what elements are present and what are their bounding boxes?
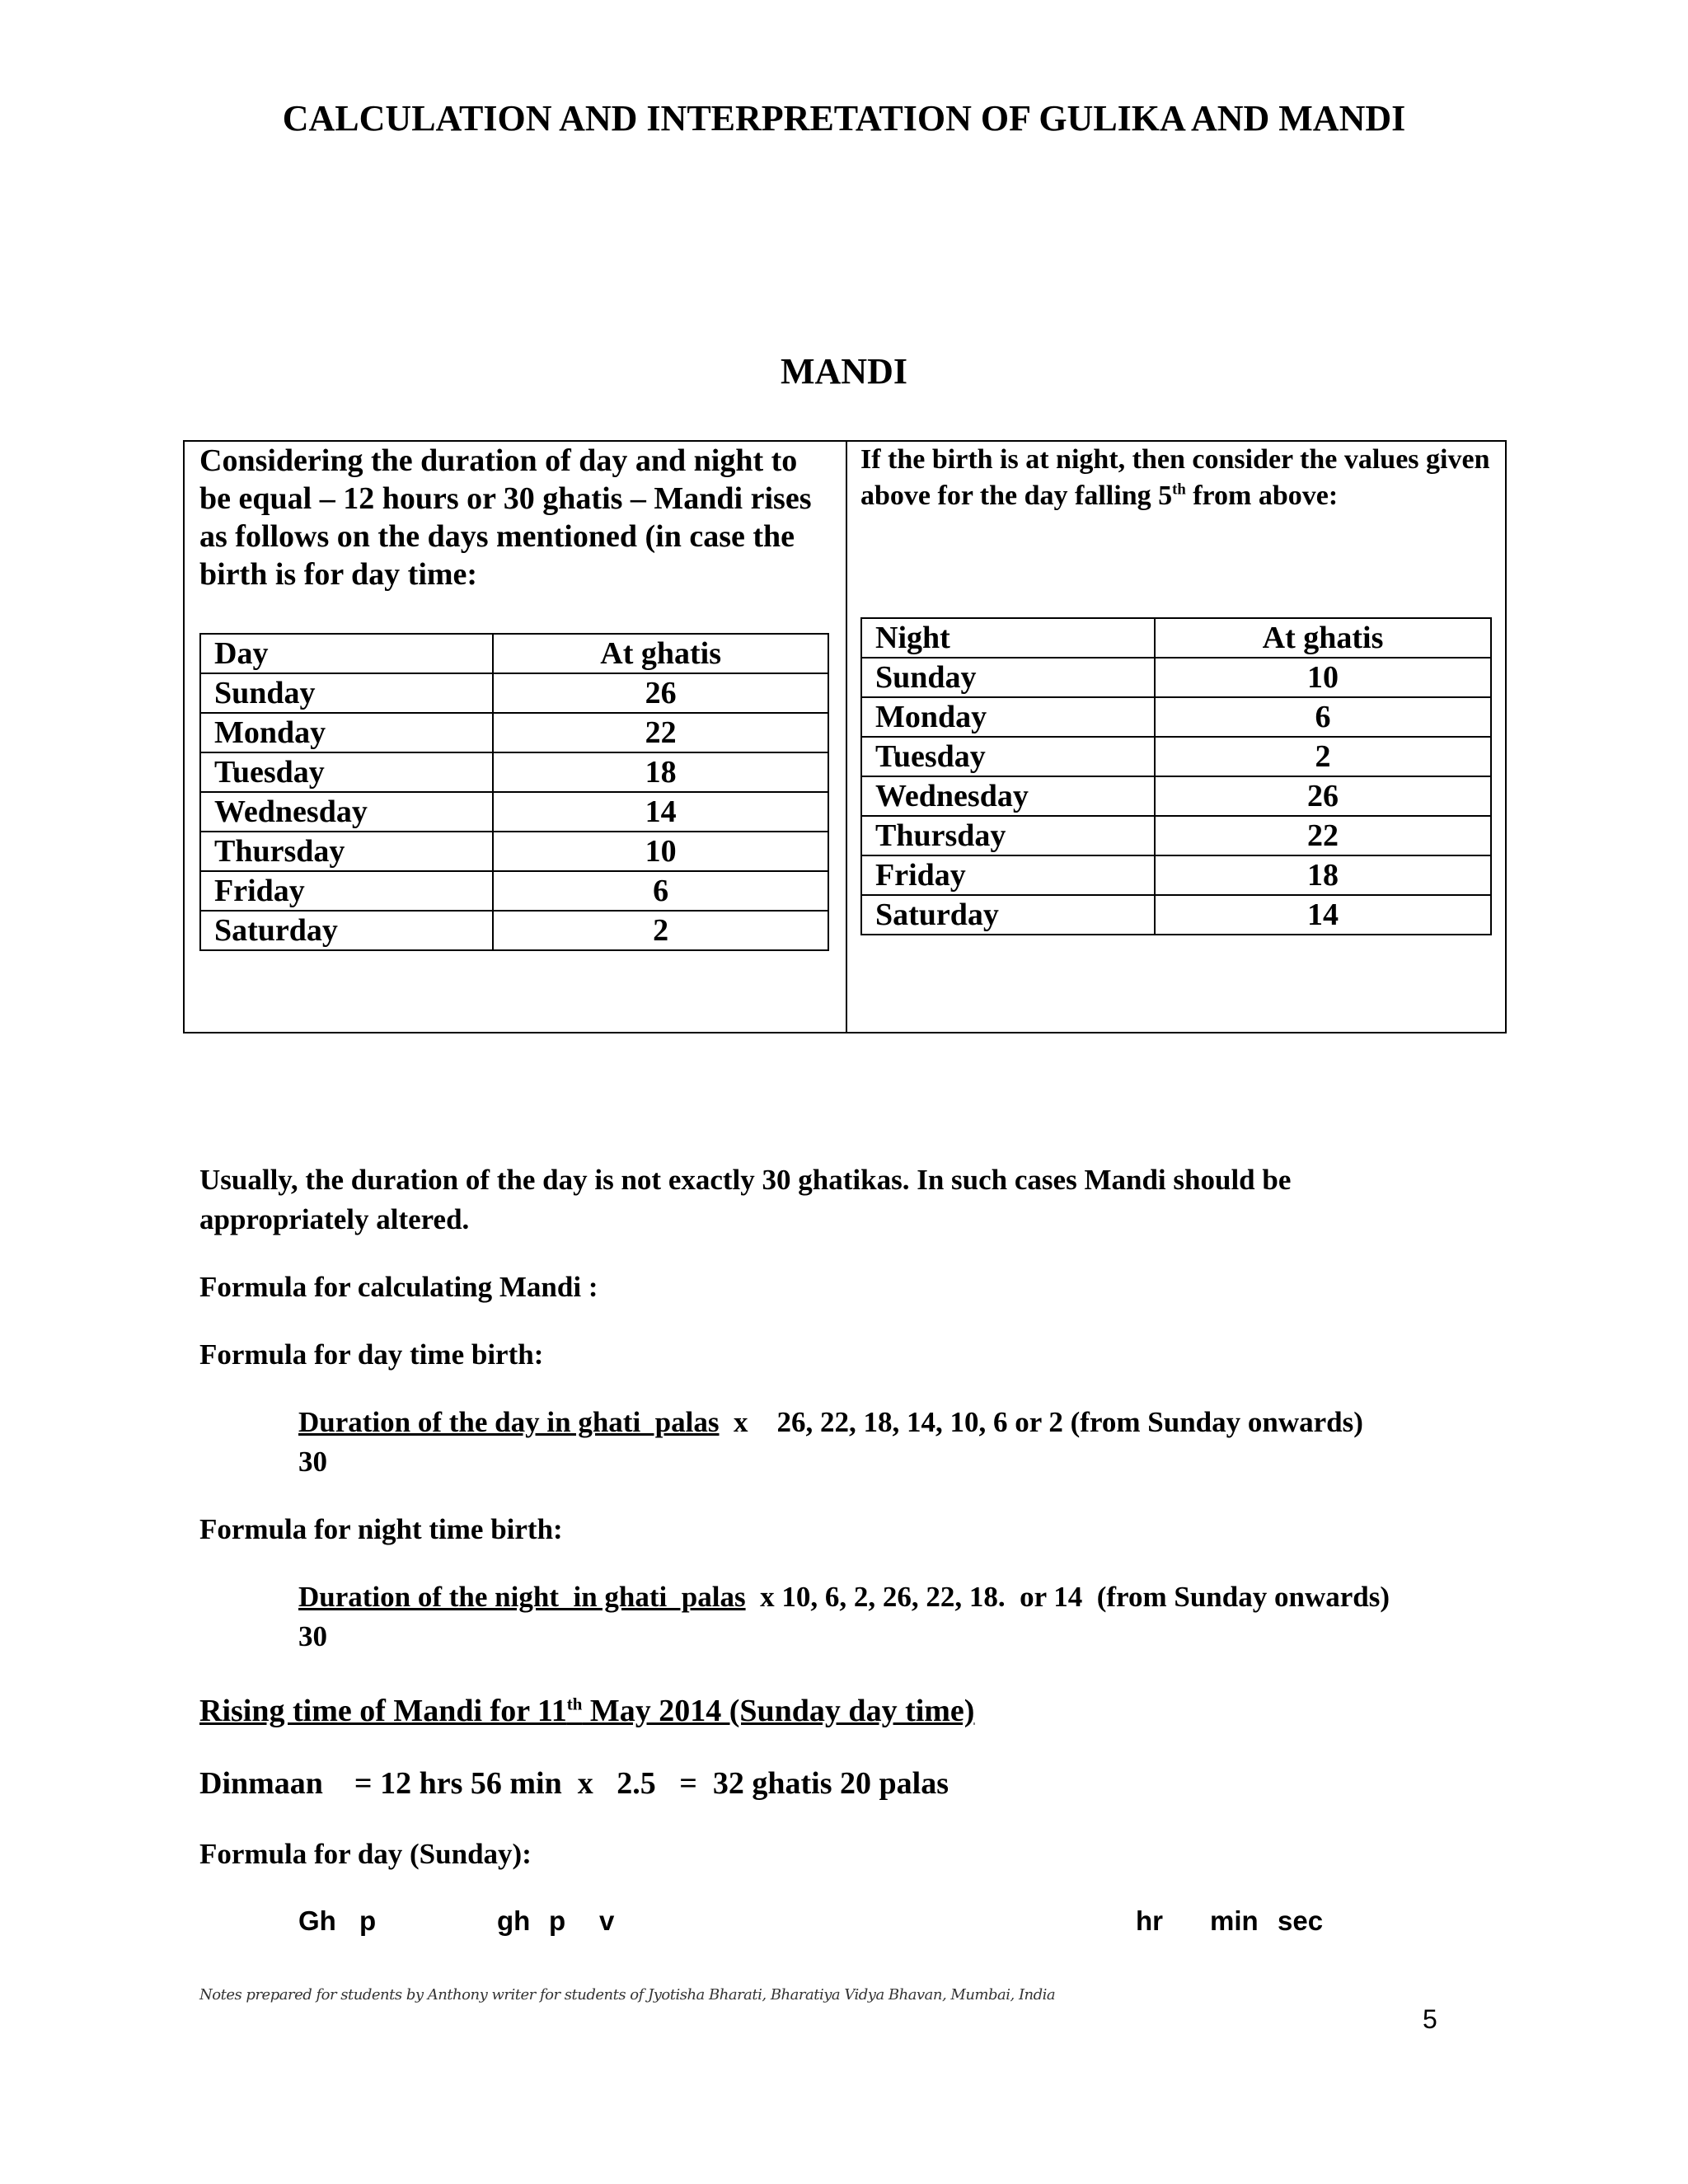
table-cell: 22 (493, 713, 828, 752)
table-row (861, 776, 1491, 816)
table-cell: 18 (493, 752, 828, 792)
table-row (200, 713, 828, 752)
dinmaan-line: Dinmaan = 12 hrs 56 min x 2.5 = 32 ghatis 20 palas (199, 1766, 949, 1801)
table-row (200, 911, 828, 950)
day-formula-multiplier: x 26, 22, 18, 14, 10, 6 or 2 (from Sunday onwards) (719, 1406, 1363, 1438)
unit-label: min (1210, 1905, 1259, 1936)
table-cell: Tuesday (861, 737, 1155, 776)
table-cell: 2 (493, 911, 828, 950)
table-cell: 6 (493, 871, 828, 911)
table-cell: Saturday (200, 911, 493, 950)
night-formula-numerator: Duration of the night in ghati palas (298, 1581, 746, 1613)
table-row (200, 752, 828, 792)
unit-label: hr (1136, 1905, 1163, 1936)
table-cell: Wednesday (861, 776, 1155, 816)
document-title: CALCULATION AND INTERPRETATION OF GULIKA AND MANDI (282, 98, 1406, 138)
rising-time-heading (199, 1693, 974, 1729)
table-header-cell: At ghatis (1155, 618, 1491, 658)
sunday-formula-label: Formula for day (Sunday): (199, 1838, 532, 1870)
night-mandi-table (860, 617, 1492, 935)
heading-part: May 2014 (Sunday day time) (582, 1694, 975, 1728)
table-row (861, 737, 1491, 776)
night-formula-label: Formula for night time birth: (199, 1513, 563, 1545)
unit-label: sec (1278, 1905, 1324, 1936)
day-formula (298, 1403, 1363, 1442)
intro-paragraph: Usually, the duration of the day is not exactly 30 ghatikas. In such cases Mandi should be appropriately altered. (199, 1164, 1292, 1235)
table-header-cell: Day (200, 634, 493, 673)
heading-part: Rising time of Mandi for 11 (199, 1694, 567, 1728)
table-row (200, 673, 828, 713)
table-row (861, 816, 1491, 855)
night-formula (298, 1577, 1390, 1617)
unit-label: v (599, 1905, 615, 1936)
night-birth-description (860, 442, 1495, 514)
table-cell: Monday (861, 697, 1155, 737)
unit-label: p (549, 1905, 566, 1936)
table-row (200, 792, 828, 832)
table-row (200, 832, 828, 871)
table-cell: 14 (493, 792, 828, 832)
table-cell: 26 (493, 673, 828, 713)
unit-label: gh (497, 1905, 531, 1936)
page-number: 5 (1423, 2004, 1437, 2034)
table-cell: 14 (1155, 895, 1491, 935)
table-header-cell: Night (861, 618, 1155, 658)
table-row (861, 855, 1491, 895)
table-row (861, 658, 1491, 697)
unit-label: Gh (298, 1905, 336, 1936)
table-cell: Friday (200, 871, 493, 911)
table-row (861, 697, 1491, 737)
table-cell: Tuesday (200, 752, 493, 792)
table-cell: Saturday (861, 895, 1155, 935)
section-title: MANDI (781, 351, 907, 391)
table-cell: Wednesday (200, 792, 493, 832)
table-cell: 10 (493, 832, 828, 871)
table-cell: 2 (1155, 737, 1491, 776)
table-row (861, 895, 1491, 935)
table-header-row (861, 618, 1491, 658)
day-birth-description: Considering the duration of day and night to be equal – 12 hours or 30 ghatis – Mandi rises as follows on the days mentioned (in case the birth is for day time: (199, 443, 812, 592)
day-mandi-table (199, 633, 829, 951)
table-cell: 6 (1155, 697, 1491, 737)
day-formula-denominator: 30 (298, 1446, 327, 1478)
table-cell: Thursday (861, 816, 1155, 855)
night-formula-multiplier: x 10, 6, 2, 26, 22, 18. or 14 (from Sunday onwards) (745, 1581, 1390, 1613)
superscript: th (1172, 480, 1186, 499)
table-cell: Friday (861, 855, 1155, 895)
table-header-cell: At ghatis (493, 634, 828, 673)
night-formula-denominator: 30 (298, 1620, 327, 1652)
table-cell: Monday (200, 713, 493, 752)
table-cell: Sunday (200, 673, 493, 713)
day-formula-label: Formula for day time birth: (199, 1338, 544, 1371)
night-text-part: If the birth is at night, then consider the values given above for the day falling 5 (860, 444, 1490, 511)
table-cell: 18 (1155, 855, 1491, 895)
table-cell: Sunday (861, 658, 1155, 697)
table-row (200, 871, 828, 911)
table-cell: 26 (1155, 776, 1491, 816)
table-cell: Thursday (200, 832, 493, 871)
box-divider (846, 442, 847, 1032)
day-formula-numerator: Duration of the day in ghati palas (298, 1406, 720, 1438)
footer-note: Notes prepared for students by Anthony writer for students of Jyotisha Bharati, Bharatiya Vidya Bhavan, Mumbai, India (199, 1986, 1056, 2004)
unit-label: p (359, 1905, 377, 1936)
table-header-row (200, 634, 828, 673)
table-cell: 22 (1155, 816, 1491, 855)
superscript: th (566, 1694, 583, 1714)
mandi-comparison-box (183, 440, 1507, 1033)
night-text-part: from above: (1185, 480, 1339, 511)
formula-heading: Formula for calculating Mandi : (199, 1271, 598, 1303)
table-cell: 10 (1155, 658, 1491, 697)
